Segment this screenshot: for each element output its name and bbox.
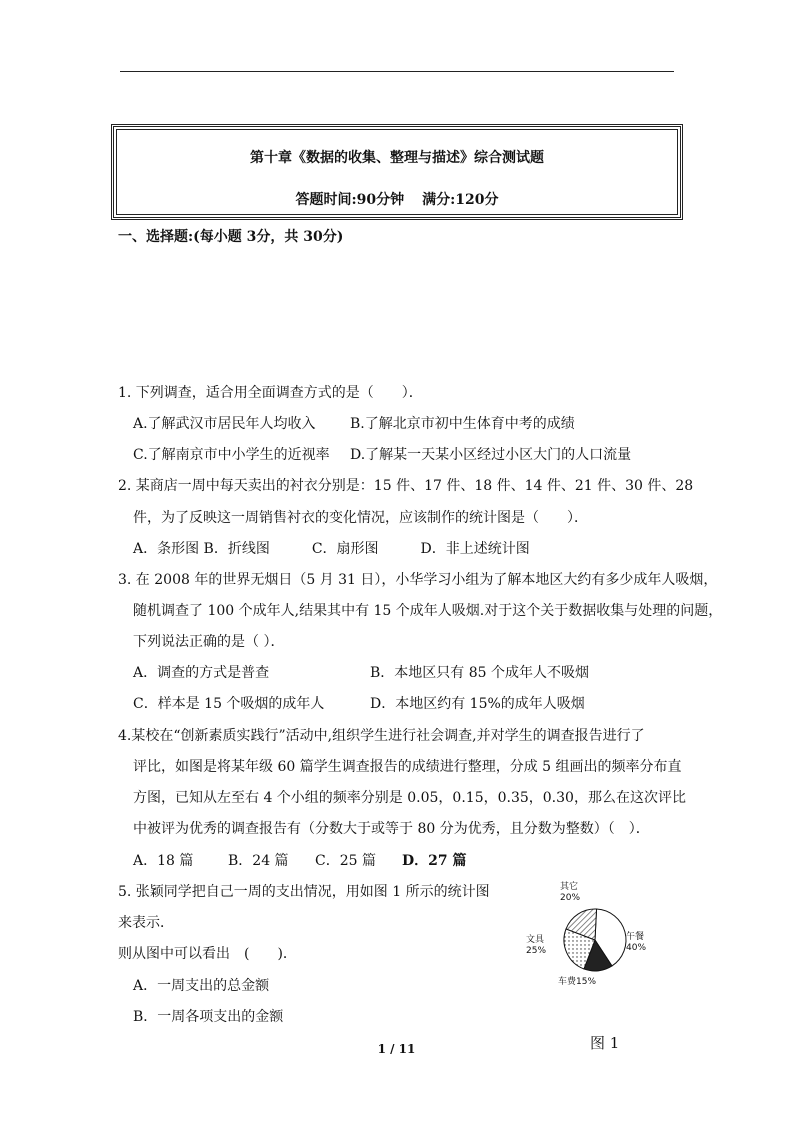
expense-pie-chart — [520, 880, 690, 995]
q5-option-a: A．一周支出的总金额 — [133, 978, 270, 994]
page-number: 1 / 11 — [377, 1042, 416, 1056]
q4-option-a: A．18 篇 — [133, 853, 194, 869]
pie-label-fare: 车费15% — [558, 977, 597, 987]
q2-stem-2: 件，为了反映这一周销售衬衣的变化情况，应该制作的统计图是（ ）． — [133, 510, 588, 526]
q4-option-b: B．24 篇 — [228, 853, 289, 869]
q1-stem: 1. 下列调查，适合用全面调查方式的是（ ）． — [118, 385, 423, 401]
q4-stem-4: 中被评为优秀的调查报告有（分数大于或等于 80 分为优秀，且分数为整数）（ ）． — [133, 821, 650, 837]
q3-option-d: D．本地区约有 15%的成年人吸烟 — [370, 696, 585, 712]
q3-stem-1: 3. 在 2008 年的世界无烟日（5 月 31 日），小华学习小组为了解本地区大约有多少成年人吸烟， — [118, 572, 718, 588]
exam-title: 第十章《数据的收集、整理与描述》综合测试题 — [250, 150, 544, 166]
q1-option-d: D.了解某一天某小区经过小区大门的人口流量 — [350, 447, 632, 463]
exam-meta — [114, 189, 680, 209]
header-rule — [120, 71, 674, 72]
q1-option-c: C.了解南京市中小学生的近视率 — [133, 447, 330, 463]
q4-stem-2: 评比，如图是将某年级 60 篇学生调查报告的成绩进行整理，分成 5 组画出的频率分布直 — [133, 759, 682, 775]
q5-stem-1: 5. 张颖同学把自己一周的支出情况，用如图 1 所示的统计图 — [118, 884, 490, 900]
q4-stem-1: 4.某校在“创新素质实践行”活动中,组织学生进行社会调查,并对学生的调查报告进行了 — [118, 728, 645, 744]
q2-stem-1: 2. 某商店一周中每天卖出的衬衣分别是：15 件、17 件、18 件、14 件、21 件、30 件、28 — [118, 478, 694, 494]
q4-option-c: C．25 篇 — [315, 853, 376, 869]
q3-stem-2: 随机调查了 100 个成年人,结果其中有 15 个成年人吸烟.对于这个关于数据收集与处理的问题， — [133, 603, 723, 619]
title-box — [111, 124, 683, 220]
q1-option-b: B.了解北京市初中生体育中考的成绩 — [350, 416, 575, 432]
pie-label-stationery-pct: 25% — [526, 946, 547, 956]
pie-label-other-name: 其它 — [560, 882, 579, 892]
pie-label-lunch-name: 午餐 — [626, 932, 645, 942]
q3-option-b: B．本地区只有 85 个成年人不吸烟 — [370, 665, 590, 681]
figure-caption: 图 1 — [590, 1034, 620, 1052]
section-heading: 一、选择题:(每小题 3分，共 30分) — [118, 229, 344, 245]
q4-stem-3: 方图，已知从左至右 4 个小组的频率分别是 0.05，0.15，0.35，0.30，那么在这次评比 — [133, 790, 686, 806]
q1-option-a: A.了解武汉市居民年人均收入 — [133, 416, 316, 432]
q3-stem-3: 下列说法正确的是（ ）． — [133, 634, 285, 650]
q5-stem-2: 来表示． — [118, 915, 174, 931]
q2-options: A．条形图 B．折线图 C．扇形图 D．非上述统计图 — [133, 541, 530, 557]
q3-option-a: A．调查的方式是普查 — [133, 665, 270, 681]
pie-slices — [564, 909, 626, 971]
q4-option-d: D．27 篇 — [402, 853, 467, 869]
q5-option-b: B．一周各项支出的金额 — [133, 1009, 284, 1025]
q5-stem-3: 则从图中可以看出 ( )． — [118, 946, 297, 962]
pie-label-other-pct: 20% — [560, 893, 581, 903]
q3-option-c: C．样本是 15 个吸烟的成年人 — [133, 696, 325, 712]
score-label: 满分:120分 — [422, 192, 499, 208]
pie-label-lunch-pct: 40% — [626, 943, 647, 953]
time-label: 答题时间:90分钟 — [295, 192, 405, 208]
pie-label-stationery-name: 文具 — [526, 935, 545, 945]
